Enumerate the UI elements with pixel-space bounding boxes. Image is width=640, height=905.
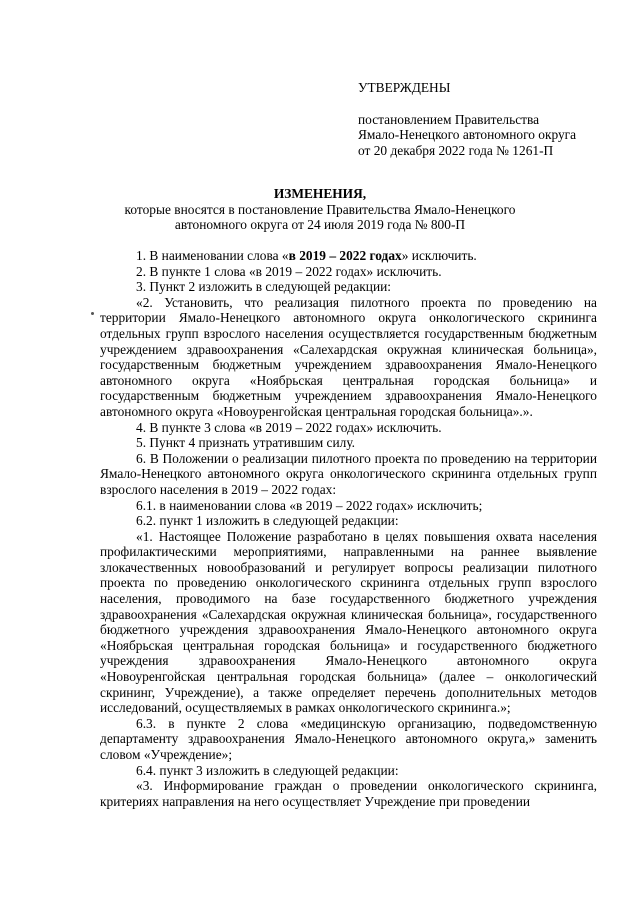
paragraph-6-4: 6.4. пункт 3 изложить в следующей редакции: (136, 762, 399, 778)
title-subtitle: которые вносятся в постановление Правительства Ямало-Ненецкого (124, 201, 516, 217)
bold-phrase: в 2019 – 2022 годах (288, 248, 402, 263)
paragraph-6-2-quote: «1. Настоящее Положение разработано в целях повышения охвата населения профилактическими мероприятиями, направленными на раннее выявление злокачественных новообразований и регулирует вопросы реализации пилотного проекта по проведению онкологического скрининга отдельных групп взрослого населения, проводимого на базе государственного бюджетного учреждения здравоохранения «Салехардская окружная клиническая больница», государственного бюджетного учреждения здравоохранения Ямало-Ненецкого автономного округа «Ноябрьская центральная городская больница» и государственного бюджетного учреждения здравоохранения Ямало-Ненецкого автономного округа «Новоуренгойская центральная городская больница» (далее – онкологический скрининг, Учреждение), а также определяет перечень дополнительных методов исследований, осуществляемых в рамках онкологического скрининга.»; (100, 528, 597, 716)
paragraph-1 (100, 248, 597, 264)
margin-mark (91, 312, 94, 315)
approval-line: от 20 декабря 2022 года № 1261-П (358, 142, 554, 158)
paragraph-5: 5. Пункт 4 признать утратившим силу. (136, 435, 356, 451)
paragraph-6: 6. В Положении о реализации пилотного проекта по проведению на территории Ямало-Ненецкого автономного округа онкологического скрининга отдельных групп взрослого населения в 2019 – 2022 годах: (100, 450, 597, 497)
paragraph-6-4-quote: «3. Информирование граждан о проведении онкологического скрининга, критериях направления на него осуществляет Учреждение при проведении (100, 778, 597, 809)
approval-line: Ямало-Ненецкого автономного округа (358, 127, 577, 143)
paragraph-3-quote: «2. Установить, что реализация пилотного проекта по проведению на территории Ямало-Ненецкого автономного округа онкологического скрининга отдельных групп взрослого населения осуществляется государственным бюджетным учреждением здравоохранения «Салехардская окружная клиническая больница», государственным бюджетным учреждением здравоохранения Ямало-Ненецкого автономного округа «Ноябрьская центральная городская больница» и государственным бюджетным учреждением здравоохранения Ямало-Ненецкого автономного округа «Новоуренгойская центральная городская больница».». (100, 294, 597, 419)
paragraph-text: » исключить. (401, 248, 477, 263)
paragraph-6-3: 6.3. в пункте 2 слова «медицинскую организацию, подведомственную департаменту здравоохранения Ямало-Ненецкого автономного округа,» заменить словом «Учреждение»; (100, 715, 597, 762)
paragraph-2: 2. В пункте 1 слова «в 2019 – 2022 годах» исключить. (136, 263, 442, 279)
approval-block (358, 80, 618, 158)
title-subtitle: автономного округа от 24 июля 2019 года № 800-П (174, 217, 466, 233)
paragraph-3: 3. Пункт 2 изложить в следующей редакции: (136, 279, 392, 295)
title-heading: ИЗМЕНЕНИЯ, (273, 186, 367, 201)
paragraph-4: 4. В пункте 3 слова «в 2019 – 2022 годах» исключить. (136, 419, 442, 435)
document-body (100, 248, 597, 809)
paragraph-text: 1. В наименовании слова « (136, 248, 289, 263)
paragraph-6-1: 6.1. в наименовании слова «в 2019 – 2022 годах» исключить; (136, 497, 483, 513)
document-title (100, 186, 540, 233)
approval-line: постановлением Правительства (358, 111, 540, 127)
approval-heading: УТВЕРЖДЕНЫ (358, 80, 451, 95)
paragraph-6-2: 6.2. пункт 1 изложить в следующей редакции: (136, 513, 399, 529)
